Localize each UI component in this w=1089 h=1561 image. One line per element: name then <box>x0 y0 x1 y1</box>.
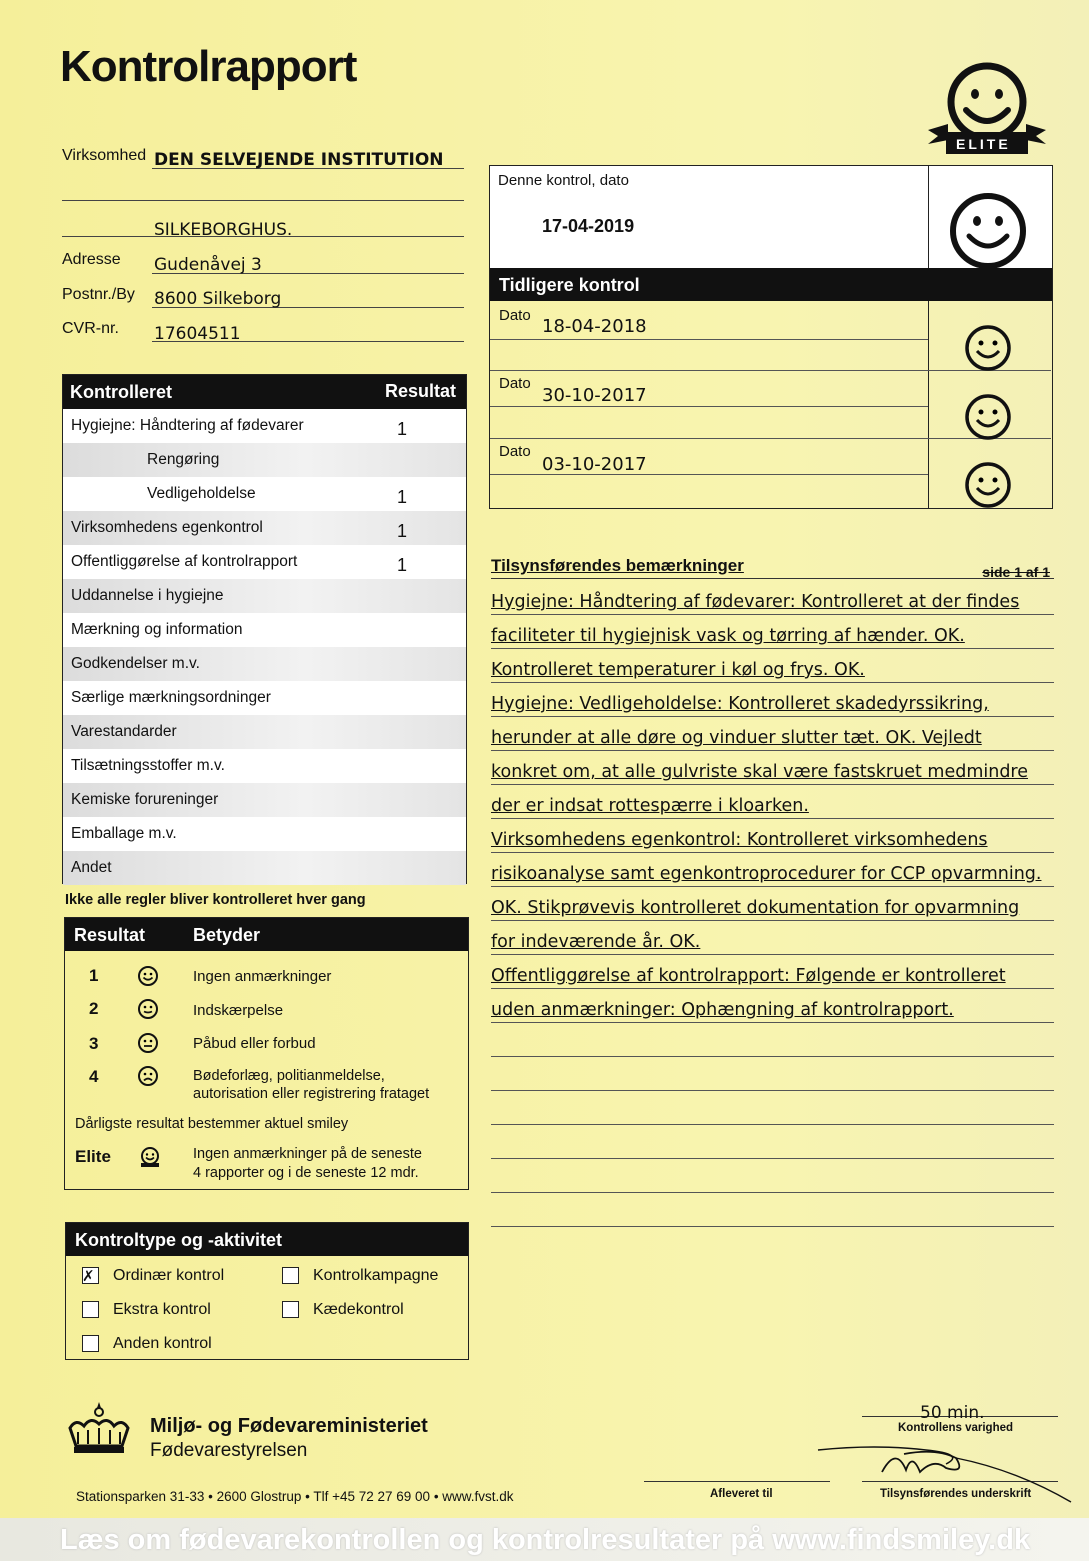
smiley-sad-icon <box>137 1065 159 1087</box>
remarks-line <box>491 1192 1054 1227</box>
option-campaign[interactable]: Kontrolkampagne <box>282 1267 438 1285</box>
remarks-line <box>491 648 1054 683</box>
company-name: DEN SELVEJENDE INSTITUTION <box>154 150 444 170</box>
controlled-row-value: 1 <box>397 487 408 507</box>
prev-date-2: 30-10-2017 <box>542 385 647 406</box>
elite-text-1: Ingen anmærkninger på de seneste <box>193 1146 422 1162</box>
remarks-text: Hygiejne: Vedligeholdelse: Kontrolleret skadedyrssikring, <box>491 694 989 714</box>
company-name-line-2 <box>62 218 464 240</box>
current-date-area <box>490 166 928 268</box>
remarks-page: side 1 af 1 <box>982 564 1050 580</box>
signature-label: Tilsynsførendes underskrift <box>880 1488 1032 1500</box>
controlled-row <box>63 443 466 477</box>
legend-num-4: 4 <box>89 1067 99 1086</box>
remarks-line <box>491 886 1054 921</box>
postal-label: Postnr./By <box>62 286 135 303</box>
prev-date-label-1: Dato <box>499 307 531 324</box>
remarks-line <box>491 852 1054 887</box>
remarks-line <box>491 988 1054 1023</box>
controlled-row <box>63 851 466 885</box>
controlled-row-name: Kemiske forureninger <box>71 791 219 808</box>
current-smiley-icon <box>947 190 1029 272</box>
remarks-text: faciliteter til hygiejnisk vask og tørring af hænder. OK. <box>491 626 965 646</box>
bottom-banner <box>0 1518 1089 1561</box>
controlled-row <box>63 681 466 715</box>
controlled-row-name: Varestandarder <box>71 723 177 740</box>
option-ordinary[interactable]: ✗ Ordinær kontrol <box>82 1267 225 1286</box>
option-other[interactable]: Anden kontrol <box>82 1335 212 1353</box>
legend-num-3: 3 <box>89 1034 99 1053</box>
blank-line <box>62 200 464 201</box>
remarks-line <box>491 1124 1054 1159</box>
agency-name: Fødevarestyrelsen <box>150 1440 308 1461</box>
legend-header <box>65 918 468 951</box>
control-type-box <box>65 1222 469 1360</box>
prev-date-1: 18-04-2018 <box>542 316 647 337</box>
controlled-row-name: Uddannelse i hygiejne <box>71 587 224 604</box>
elite-label: Elite <box>75 1147 111 1166</box>
checkbox-chain[interactable] <box>282 1301 299 1318</box>
remarks-text: konkret om, at alle gulvriste skal være fastskruet medmindre <box>491 762 1029 782</box>
controlled-note: Ikke alle regler bliver kontrolleret hver gang <box>65 892 366 908</box>
remarks-text: uden anmærkninger: Ophængning af kontrolrapport. <box>491 1000 954 1020</box>
legend-text-3: Påbud eller forbud <box>193 1035 316 1052</box>
address-value: Gudenåvej 3 <box>154 255 262 275</box>
remarks-line <box>491 716 1054 751</box>
cvr-line <box>152 320 464 342</box>
remarks-text: Virksomhedens egenkontrol: Kontrolleret virksomhedens <box>491 830 988 850</box>
prev-date-label-2: Dato <box>499 375 531 392</box>
remarks-line <box>491 920 1054 955</box>
remarks-text: herunder at alle døre og vinduer slutter tæt. OK. Vejledt <box>491 728 982 748</box>
previous-divider <box>928 301 929 508</box>
postal-value: 8600 Silkeborg <box>154 289 282 309</box>
remarks-text: Hygiejne: Håndtering af fødevarer: Kontrolleret at der findes <box>491 592 1020 612</box>
prev-smiley-icon-1 <box>964 324 1012 372</box>
remarks-text: for indeværende år. OK. <box>491 932 701 952</box>
remarks-line <box>491 682 1054 717</box>
prev-date-label-3: Dato <box>499 443 531 460</box>
controlled-row <box>63 409 466 443</box>
controlled-row-name: Offentliggørelse af kontrolrapport <box>71 553 298 570</box>
current-date-label: Denne kontrol, dato <box>498 172 629 189</box>
remarks-line <box>491 1022 1054 1057</box>
previous-line-1 <box>490 339 928 340</box>
controlled-row <box>63 749 466 783</box>
legend-result-header: Resultat <box>74 925 146 945</box>
remarks-line <box>491 818 1054 853</box>
checkbox-other[interactable] <box>82 1335 99 1352</box>
controlled-row-name: Vedligeholdelse <box>147 485 256 502</box>
controlled-row-value: 1 <box>397 555 408 575</box>
controlled-row-name: Mærkning og information <box>71 621 243 638</box>
remarks-line <box>491 1056 1054 1091</box>
legend-text-2: Indskærpelse <box>193 1002 284 1019</box>
page-title: Kontrolrapport <box>60 42 357 91</box>
remarks-line <box>491 954 1054 989</box>
legend-text-4b: autorisation eller registrering frataget <box>193 1086 430 1102</box>
ministry-name: Miljø- og Fødevareministeriet <box>150 1415 428 1437</box>
elite-smiley-icon <box>137 1146 163 1170</box>
delivered-label: Afleveret til <box>710 1488 773 1500</box>
controlled-row-name: Andet <box>71 859 112 876</box>
control-type-title: Kontroltype og -aktivitet <box>75 1230 283 1250</box>
legend-box <box>64 917 469 1190</box>
remarks-text: Offentliggørelse af kontrolrapport: Følgende er kontrolleret <box>491 966 1006 986</box>
controlled-row <box>63 817 466 851</box>
controlled-row-value: 1 <box>397 419 408 439</box>
banner-text: Læs om fødevarekontrollen og kontrolresultater på www.findsmiley.dk <box>60 1524 1031 1556</box>
controlled-row-name: Tilsætningsstoffer m.v. <box>71 757 225 774</box>
controlled-row-name: Emballage m.v. <box>71 825 177 842</box>
controlled-row <box>63 477 466 511</box>
controlled-row <box>63 511 466 545</box>
cvr-label: CVR-nr. <box>62 320 119 337</box>
remarks-line <box>491 1158 1054 1193</box>
cvr-value: 17604511 <box>154 324 241 344</box>
controlled-row <box>63 613 466 647</box>
controlled-row-name: Virksomhedens egenkontrol <box>71 519 263 536</box>
company-name-line <box>152 148 464 169</box>
remarks-line <box>491 580 1054 615</box>
controlled-row-name: Rengøring <box>147 451 220 468</box>
controlled-row <box>63 647 466 681</box>
previous-line-2 <box>490 406 928 407</box>
remarks-text: Kontrolleret temperaturer i køl og frys. OK. <box>491 660 865 680</box>
remarks-line <box>491 1090 1054 1125</box>
previous-header: Tidligere kontrol <box>490 268 1052 301</box>
result-header: Resultat <box>384 381 456 401</box>
controlled-row-value: 1 <box>397 521 408 541</box>
controlled-table <box>62 374 467 884</box>
remarks-header-line <box>491 556 1054 579</box>
option-extra[interactable]: Ekstra kontrol <box>82 1301 211 1319</box>
controlled-row <box>63 579 466 613</box>
address-label: Adresse <box>62 251 121 268</box>
crown-logo-icon <box>64 1400 134 1458</box>
controlled-row <box>63 783 466 817</box>
controlled-table-header <box>63 375 466 409</box>
smiley-happy-icon <box>137 965 159 987</box>
smiley-slight-icon <box>137 998 159 1020</box>
legend-text-1: Ingen anmærkninger <box>193 968 332 985</box>
legend-text-4: Bødeforlæg, politianmeldelse, <box>193 1068 385 1084</box>
checkbox-ordinary[interactable]: ✗ <box>82 1267 99 1284</box>
remarks-text: der er indsat rottespærre i kloarken. <box>491 796 809 816</box>
controlled-row-name: Særlige mærkningsordninger <box>71 689 271 706</box>
smiley-neutral-icon <box>137 1032 159 1054</box>
remarks-text: risikoanalyse samt egenkontroprocedurer for CCP opvarmning. <box>491 864 1042 884</box>
remarks-line <box>491 614 1054 649</box>
worst-note: Dårligste resultat bestemmer aktuel smiley <box>75 1116 349 1132</box>
control-type-header <box>66 1223 468 1256</box>
checkbox-campaign[interactable] <box>282 1267 299 1284</box>
prev-smiley-icon-3 <box>964 461 1012 509</box>
legend-num-2: 2 <box>89 999 99 1018</box>
checkbox-extra[interactable] <box>82 1301 99 1318</box>
control-dates-box <box>489 165 1053 509</box>
prev-smiley-icon-2 <box>964 393 1012 441</box>
controlled-row <box>63 545 466 579</box>
postal-line <box>152 286 464 308</box>
elite-text-2: 4 rapporter og i de seneste 12 mdr. <box>193 1165 419 1181</box>
remarks-line <box>491 750 1054 785</box>
delivered-line <box>644 1481 830 1482</box>
company-name-2: SILKEBORGHUS. <box>154 220 293 240</box>
elite-badge-label: ELITE <box>956 136 1011 152</box>
legend-num-1: 1 <box>89 966 99 985</box>
current-date: 17-04-2019 <box>542 216 635 236</box>
remarks-header: Tilsynsførendes bemærkninger <box>491 556 744 575</box>
controlled-row <box>63 715 466 749</box>
controlled-row-name: Godkendelser m.v. <box>71 655 200 672</box>
option-chain[interactable]: Kædekontrol <box>282 1301 404 1319</box>
company-label: Virksomhed <box>62 147 147 164</box>
duration-label: Kontrollens varighed <box>898 1422 1014 1434</box>
controlled-row-name: Hygiejne: Håndtering af fødevarer <box>71 417 304 434</box>
controlled-header: Kontrolleret <box>70 382 173 402</box>
remarks-text: OK. Stikprøvevis kontrolleret dokumentation for opvarmning <box>491 898 1020 918</box>
address-line <box>152 252 464 274</box>
duration-value: 50 min. <box>920 1403 985 1423</box>
footer-address: Stationsparken 31-33 • 2600 Glostrup • Tlf +45 72 27 69 00 • www.fvst.dk <box>76 1489 514 1504</box>
prev-date-3: 03-10-2017 <box>542 454 647 475</box>
remarks-line <box>491 784 1054 819</box>
legend-meaning-header: Betyder <box>193 925 261 945</box>
